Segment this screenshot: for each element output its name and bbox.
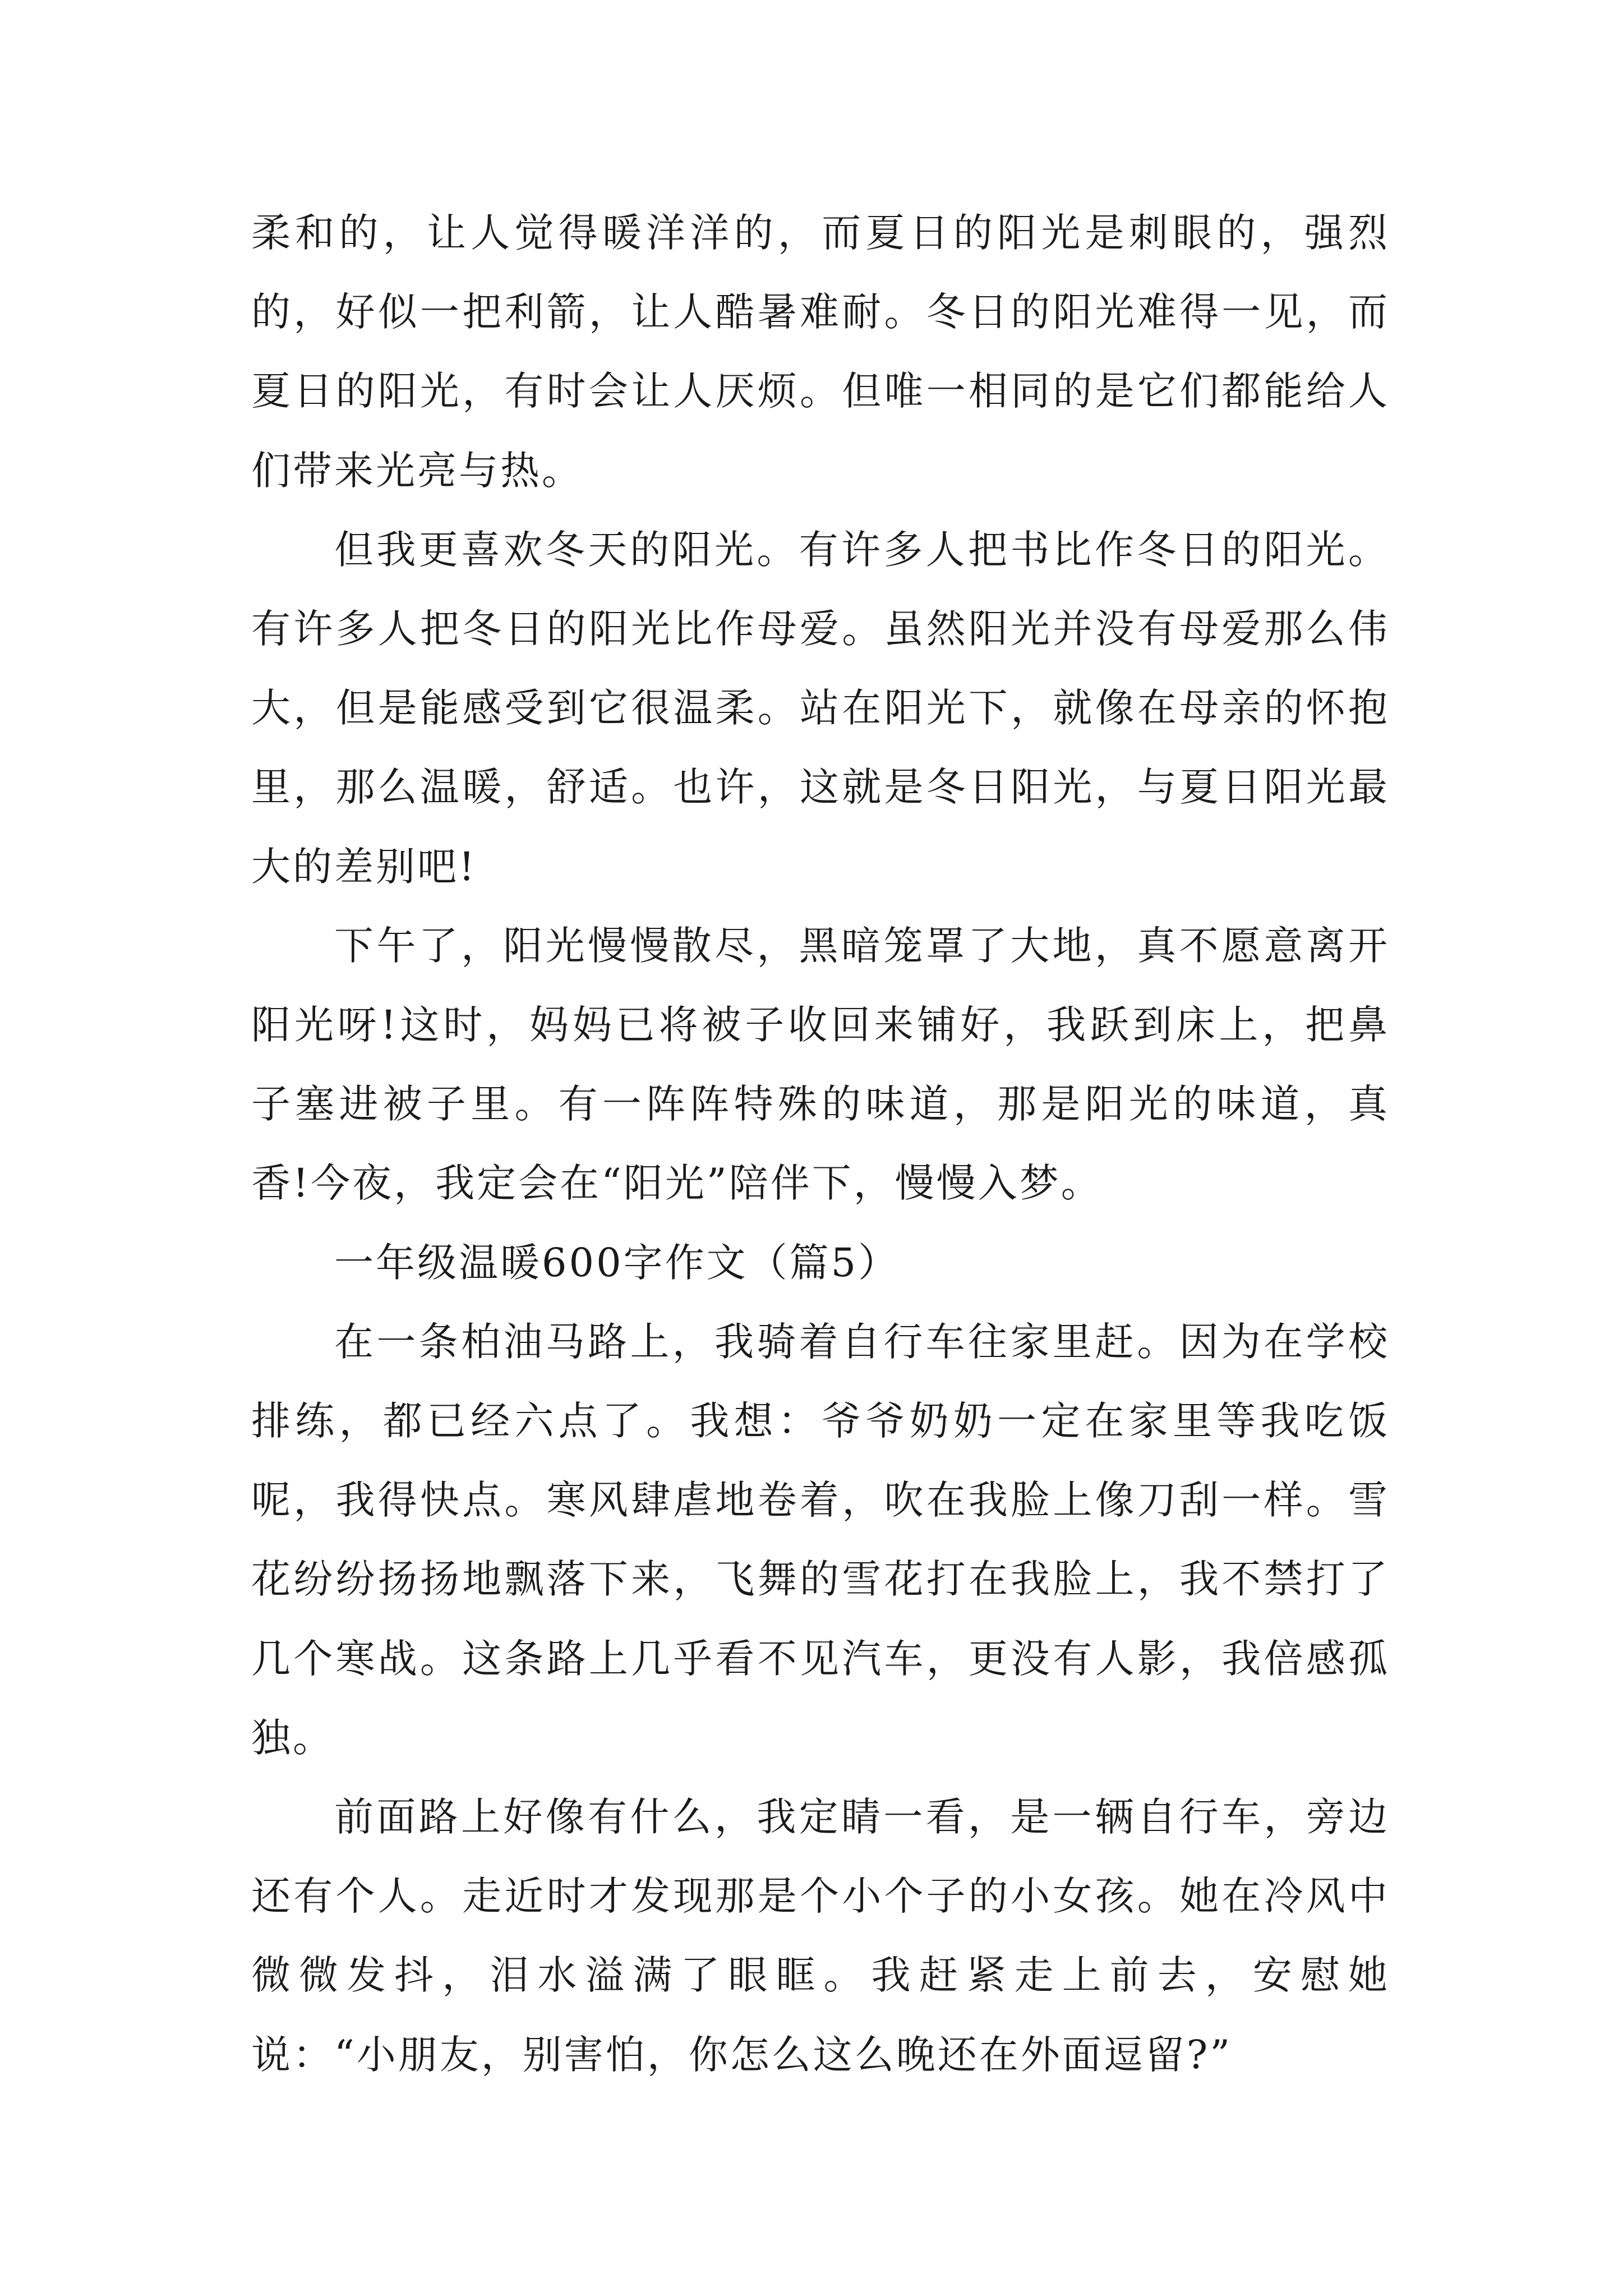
body-text [251,194,1390,2095]
paragraph-2: 但我更喜欢冬天的阳光。有许多人把书比作冬日的阳光。有许多人把冬日的阳光比作母爱。虽然阳光并没有母爱那么伟大，但是能感受到它很温柔。站在阳光下，就像在母亲的怀抱里，那么温暖，舒适。也许，这就是冬日阳光，与夏日阳光最大的差别吧! [251,526,1390,890]
paragraph-5: 前面路上好像有什么，我定睛一看，是一辆自行车，旁边还有个人。走近时才发现那是个小个子的小女孩。她在冷风中微微发抖，泪水溢满了眼眶。我赶紧走上前去，安慰她说：“小朋友，别害怕，你怎么这么晚还在外面逗留?” [251,1794,1390,2078]
paragraph-1: 柔和的，让人觉得暖洋洋的，而夏日的阳光是刺眼的，强烈的，好似一把利箭，让人酷暑难耐。冬日的阳光难得一见，而夏日的阳光，有时会让人厌烦。但唯一相同的是它们都能给人们带来光亮与热。 [251,210,1390,494]
paragraph-4: 在一条柏油马路上，我骑着自行车往家里赶。因为在学校排练，都已经六点了。我想：爷爷奶奶一定在家里等我吃饭呢，我得快点。寒风肆虐地卷着，吹在我脸上像刀刮一样。雪花纷纷扬扬地飘落下来，飞舞的雪花打在我脸上，我不禁打了几个寒战。这条路上几乎看不见汽车，更没有人影，我倍感孤独。 [251,1318,1390,1761]
section-heading: 一年级温暖600字作文（篇5） [334,1239,900,1286]
paragraph-3: 下午了，阳光慢慢散尽，黑暗笼罩了大地，真不愿意离开阳光呀!这时，妈妈已将被子收回来铺好，我跃到床上，把鼻子塞进被子里。有一阵阵特殊的味道，那是阳光的味道，真香!今夜，我定会在“阳光”陪伴下，慢慢入梦。 [251,922,1390,1207]
